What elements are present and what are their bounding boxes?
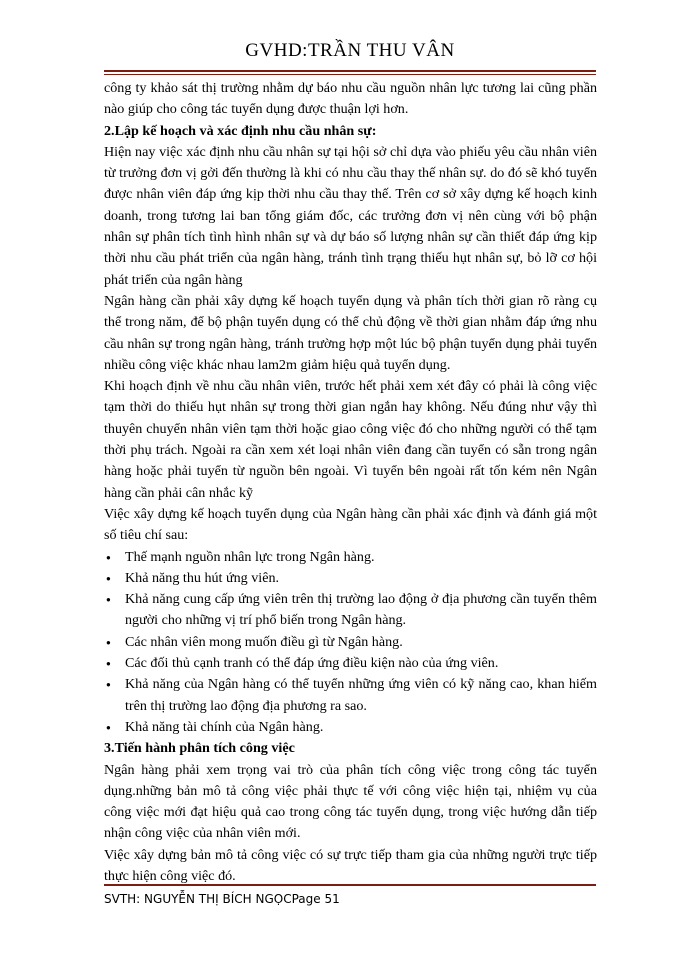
criteria-item: ● Các đối thủ cạnh tranh có thể đáp ứng điều kiện nào của ứng viên. bbox=[104, 653, 597, 674]
header-divider bbox=[104, 70, 596, 72]
paragraph-2b: Ngân hàng cần phải xây dựng kế hoạch tuyển dụng và phân tích thời gian rõ ràng cụ thể trong năm, để bộ phận tuyển dụng có thể chủ động về thời gian nhằm đáp ứng nhu cầu nhân sự trong ngân hàng, tránh trường hợp một lúc bộ phận tuyển dụng phải tuyển nhiều công việc khác nhau lam2m giảm hiệu quả tuyển dụng. bbox=[104, 292, 597, 373]
paragraph-2d: Việc xây dựng kế hoạch tuyển dụng của Ngân hàng cần phải xác định và đánh giá một số tiêu chí sau: bbox=[104, 505, 597, 544]
criteria-item: ● Thế mạnh nguồn nhân lực trong Ngân hàng. bbox=[104, 547, 597, 568]
page-header-title: GVHD:TRẦN THU VÂN bbox=[245, 40, 455, 61]
page-footer: SVTH: NGUYỄN THỊ BÍCH NGỌCPage 51 bbox=[104, 892, 340, 906]
criteria-list bbox=[104, 547, 597, 739]
paragraph-2a: Hiện nay việc xác định nhu cầu nhân sự tại hội sở chỉ dựa vào phiếu yêu cầu nhân viên từ trưởng đơn vị gởi đến thường là khi có nhu cầu thay thế nhân sự. do đó sẽ khó tuyển được nhân viên đáp ứng kịp thời nhu cầu thay thế. Trên cơ sở xây dựng kế hoạch kinh doanh, trong tương lai ban tổng giám đốc, các trưởng đơn vị nên cùng với bộ phận nhân sự phân tích tình hình nhân sự và dự báo số lượng nhân sự cần thiết đáp ứng kịp thời nhu cầu phát triển của ngân hàng, tránh tình trạng thiếu hụt nhân sự, bỏ lỡ cơ hội phát triển của ngân hàng bbox=[104, 143, 597, 288]
paragraph-3a: Ngân hàng phải xem trọng vai trò của phân tích công việc trong công tác tuyển dụng.những bản mô tả công việc phải thực tế với công việc hiện tại, nhiệm vụ của công việc mới đạt hiệu quả cao trong công tác tuyển dụng, trong việc hướng dẫn tiếp nhận công việc của nhân viên mới. bbox=[104, 761, 597, 842]
criteria-item: ● Khả năng thu hút ứng viên. bbox=[104, 568, 597, 589]
criteria-item: ● Các nhân viên mong muốn điều gì từ Ngân hàng. bbox=[104, 632, 597, 653]
criteria-item: ● Khả năng cung cấp ứng viên trên thị trường lao động ở địa phương cần tuyển thêm người cho những vị trí phổ biến trong Ngân hàng. bbox=[104, 589, 597, 632]
section-heading-2: 2.Lập kế hoạch và xác định nhu cầu nhân sự: bbox=[104, 122, 377, 139]
intro-paragraph: công ty khảo sát thị trường nhằm dự báo nhu cầu nguồn nhân lực tương lai cũng phần nào giúp cho công tác tuyển dụng được thuận lợi hơn. bbox=[104, 80, 597, 118]
document-body bbox=[104, 78, 597, 887]
criteria-item: ● Khả năng của Ngân hàng có thể tuyển những ứng viên có kỹ năng cao, khan hiếm trên thị trường lao động địa phương ra sao. bbox=[104, 674, 597, 717]
criteria-item: ● Khả năng tài chính của Ngân hàng. bbox=[104, 717, 597, 738]
footer-divider bbox=[104, 884, 596, 886]
paragraph-2c: Khi hoạch định về nhu cầu nhân viên, trước hết phải xem xét đây có phải là công việc tạm thời do thiếu hụt nhân sự trong thời gian ngắn hay không. Nếu đúng như vậy thì thuyên chuyển nhân viên tạm thời hoặc giao công việc đó cho những người có thể tạm thời phụ trách. Ngoài ra cần xem xét loại nhân viên đang cần tuyển có sẵn trong ngân hàng hoặc phải tuyển từ nguồn bên ngoài. Vì tuyển bên ngoài rất tốn kém nên Ngân hàng cần phải cân nhắc kỹ bbox=[104, 378, 597, 501]
section-heading-3: 3.Tiến hành phân tích công việc bbox=[104, 740, 295, 757]
paragraph-3b: Việc xây dựng bản mô tả công việc có sự trực tiếp tham gia của những người trực tiếp thực hiện công việc đó. bbox=[104, 846, 597, 884]
